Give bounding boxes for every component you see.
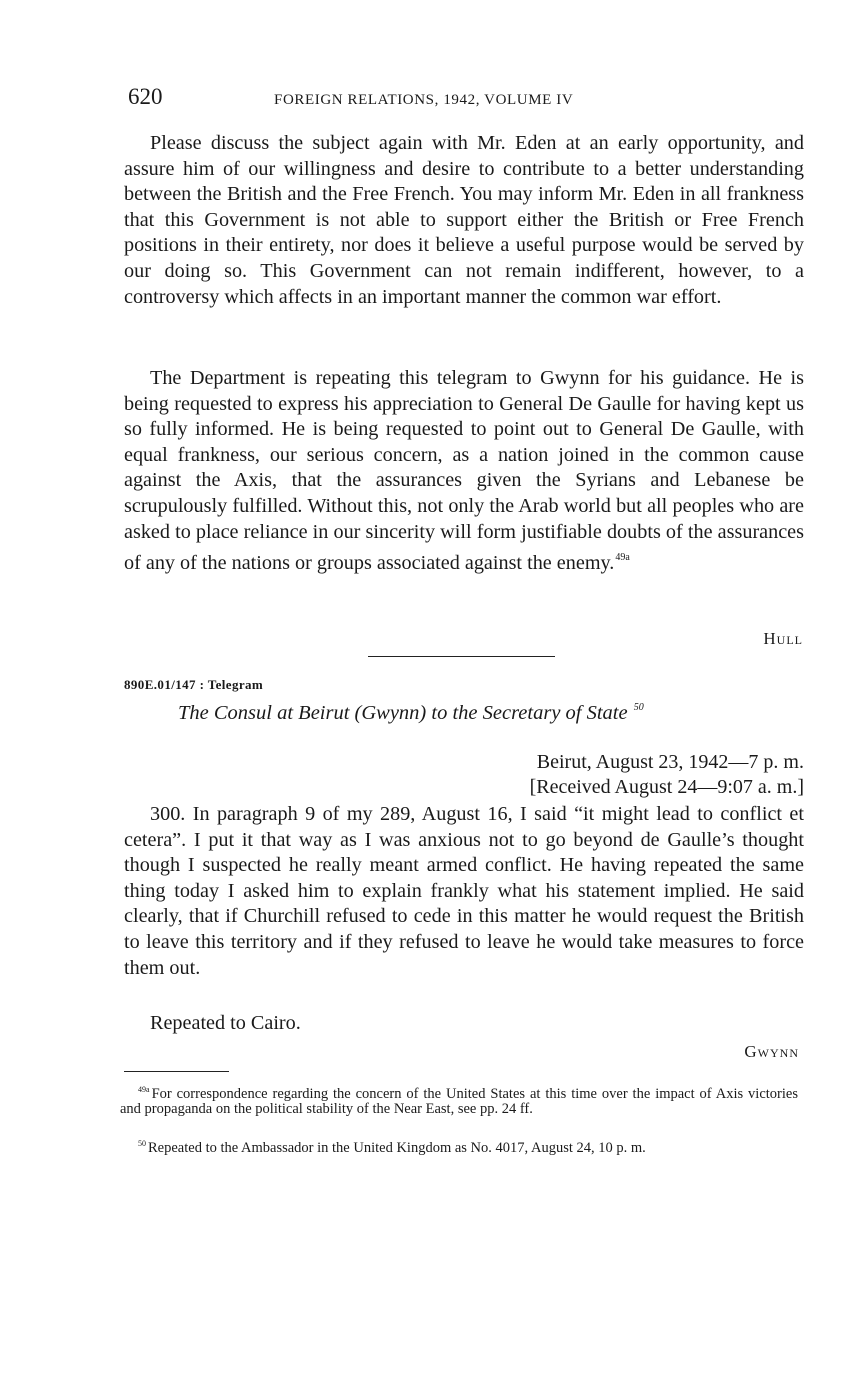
footnote-text: For correspondence regarding the concern of the United States at this time over the impact of Axis victories and propaganda on the political stability of the Near East, see pp. 24 ff. — [120, 1086, 798, 1117]
body-paragraph — [124, 366, 804, 577]
received-line: [Received August 24—9:07 a. m.] — [529, 776, 804, 798]
footnote-divider — [124, 1071, 229, 1072]
file-reference: 890E.01/147 : Telegram — [124, 677, 264, 692]
signature-gwynn: Gwynn — [744, 1042, 799, 1061]
section-divider — [368, 656, 555, 657]
body-paragraph: 300. In paragraph 9 of my 289, August 16, I said “it might lead to conflict et cetera”. I put it that way as I was anxious not to go beyond de Gaulle’s thought though I suspected he really meant armed conflict. He having repeated the same thing today I asked him to explain frankly what his statement implied. He said clearly, that if Churchill refused to cede in this matter he would request the British to leave this territory and if they refused to leave he would take measures to force them out. — [124, 803, 804, 979]
document-title-text: The Consul at Beirut (Gwynn) to the Secretary of State — [178, 702, 628, 724]
footnote-mark: 49a — [138, 1085, 150, 1094]
footnote — [120, 1083, 798, 1116]
dateline: Beirut, August 23, 1942—7 p. m. — [536, 751, 804, 773]
signature-hull: Hull — [763, 629, 803, 648]
footnote-text: Repeated to the Ambassador in the United Kingdom as No. 4017, August 24, 10 p. m. — [148, 1140, 646, 1156]
footnote — [120, 1137, 798, 1156]
footnote-reference: 49a — [615, 552, 630, 564]
document-title — [178, 702, 644, 725]
body-paragraph: Please discuss the subject again with Mr. Eden at an early opportunity, and assure him of our willingness and desire to contribute to a better understanding between the British and the Free French. You may inform Mr. Eden in all frankness that this Government is not able to support either the British or Free French positions in their entirety, nor does it believe a useful purpose would be served by our doing so. This Government can not remain indifferent, however, to a controversy which affects in an important manner the common war effort. — [124, 132, 804, 308]
body-paragraph: Repeated to Cairo. — [150, 1012, 301, 1034]
running-head: FOREIGN RELATIONS, 1942, VOLUME IV — [274, 92, 574, 108]
footnote-mark: 50 — [138, 1139, 146, 1148]
page-header — [128, 84, 804, 116]
page-number: 620 — [128, 84, 163, 109]
paragraph-text: The Department is repeating this telegram to Gwynn for his guidance. He is being requested to express his appreciation to General De Gaulle for having kept us so fully informed. He is being requested to point out to General De Gaulle, with equal frankness, our serious concern, as a nation joined in the common cause against the Axis, that the assurances given the Syrians and Lebanese be scrupulously fulfilled. Without this, not only the Arab world but all peoples who are asked to place reliance in our sincerity will form justifiable doubts of the assurances of any of the nations or groups associated against the enemy. — [124, 367, 804, 575]
footnote-reference: 50 — [633, 702, 644, 713]
